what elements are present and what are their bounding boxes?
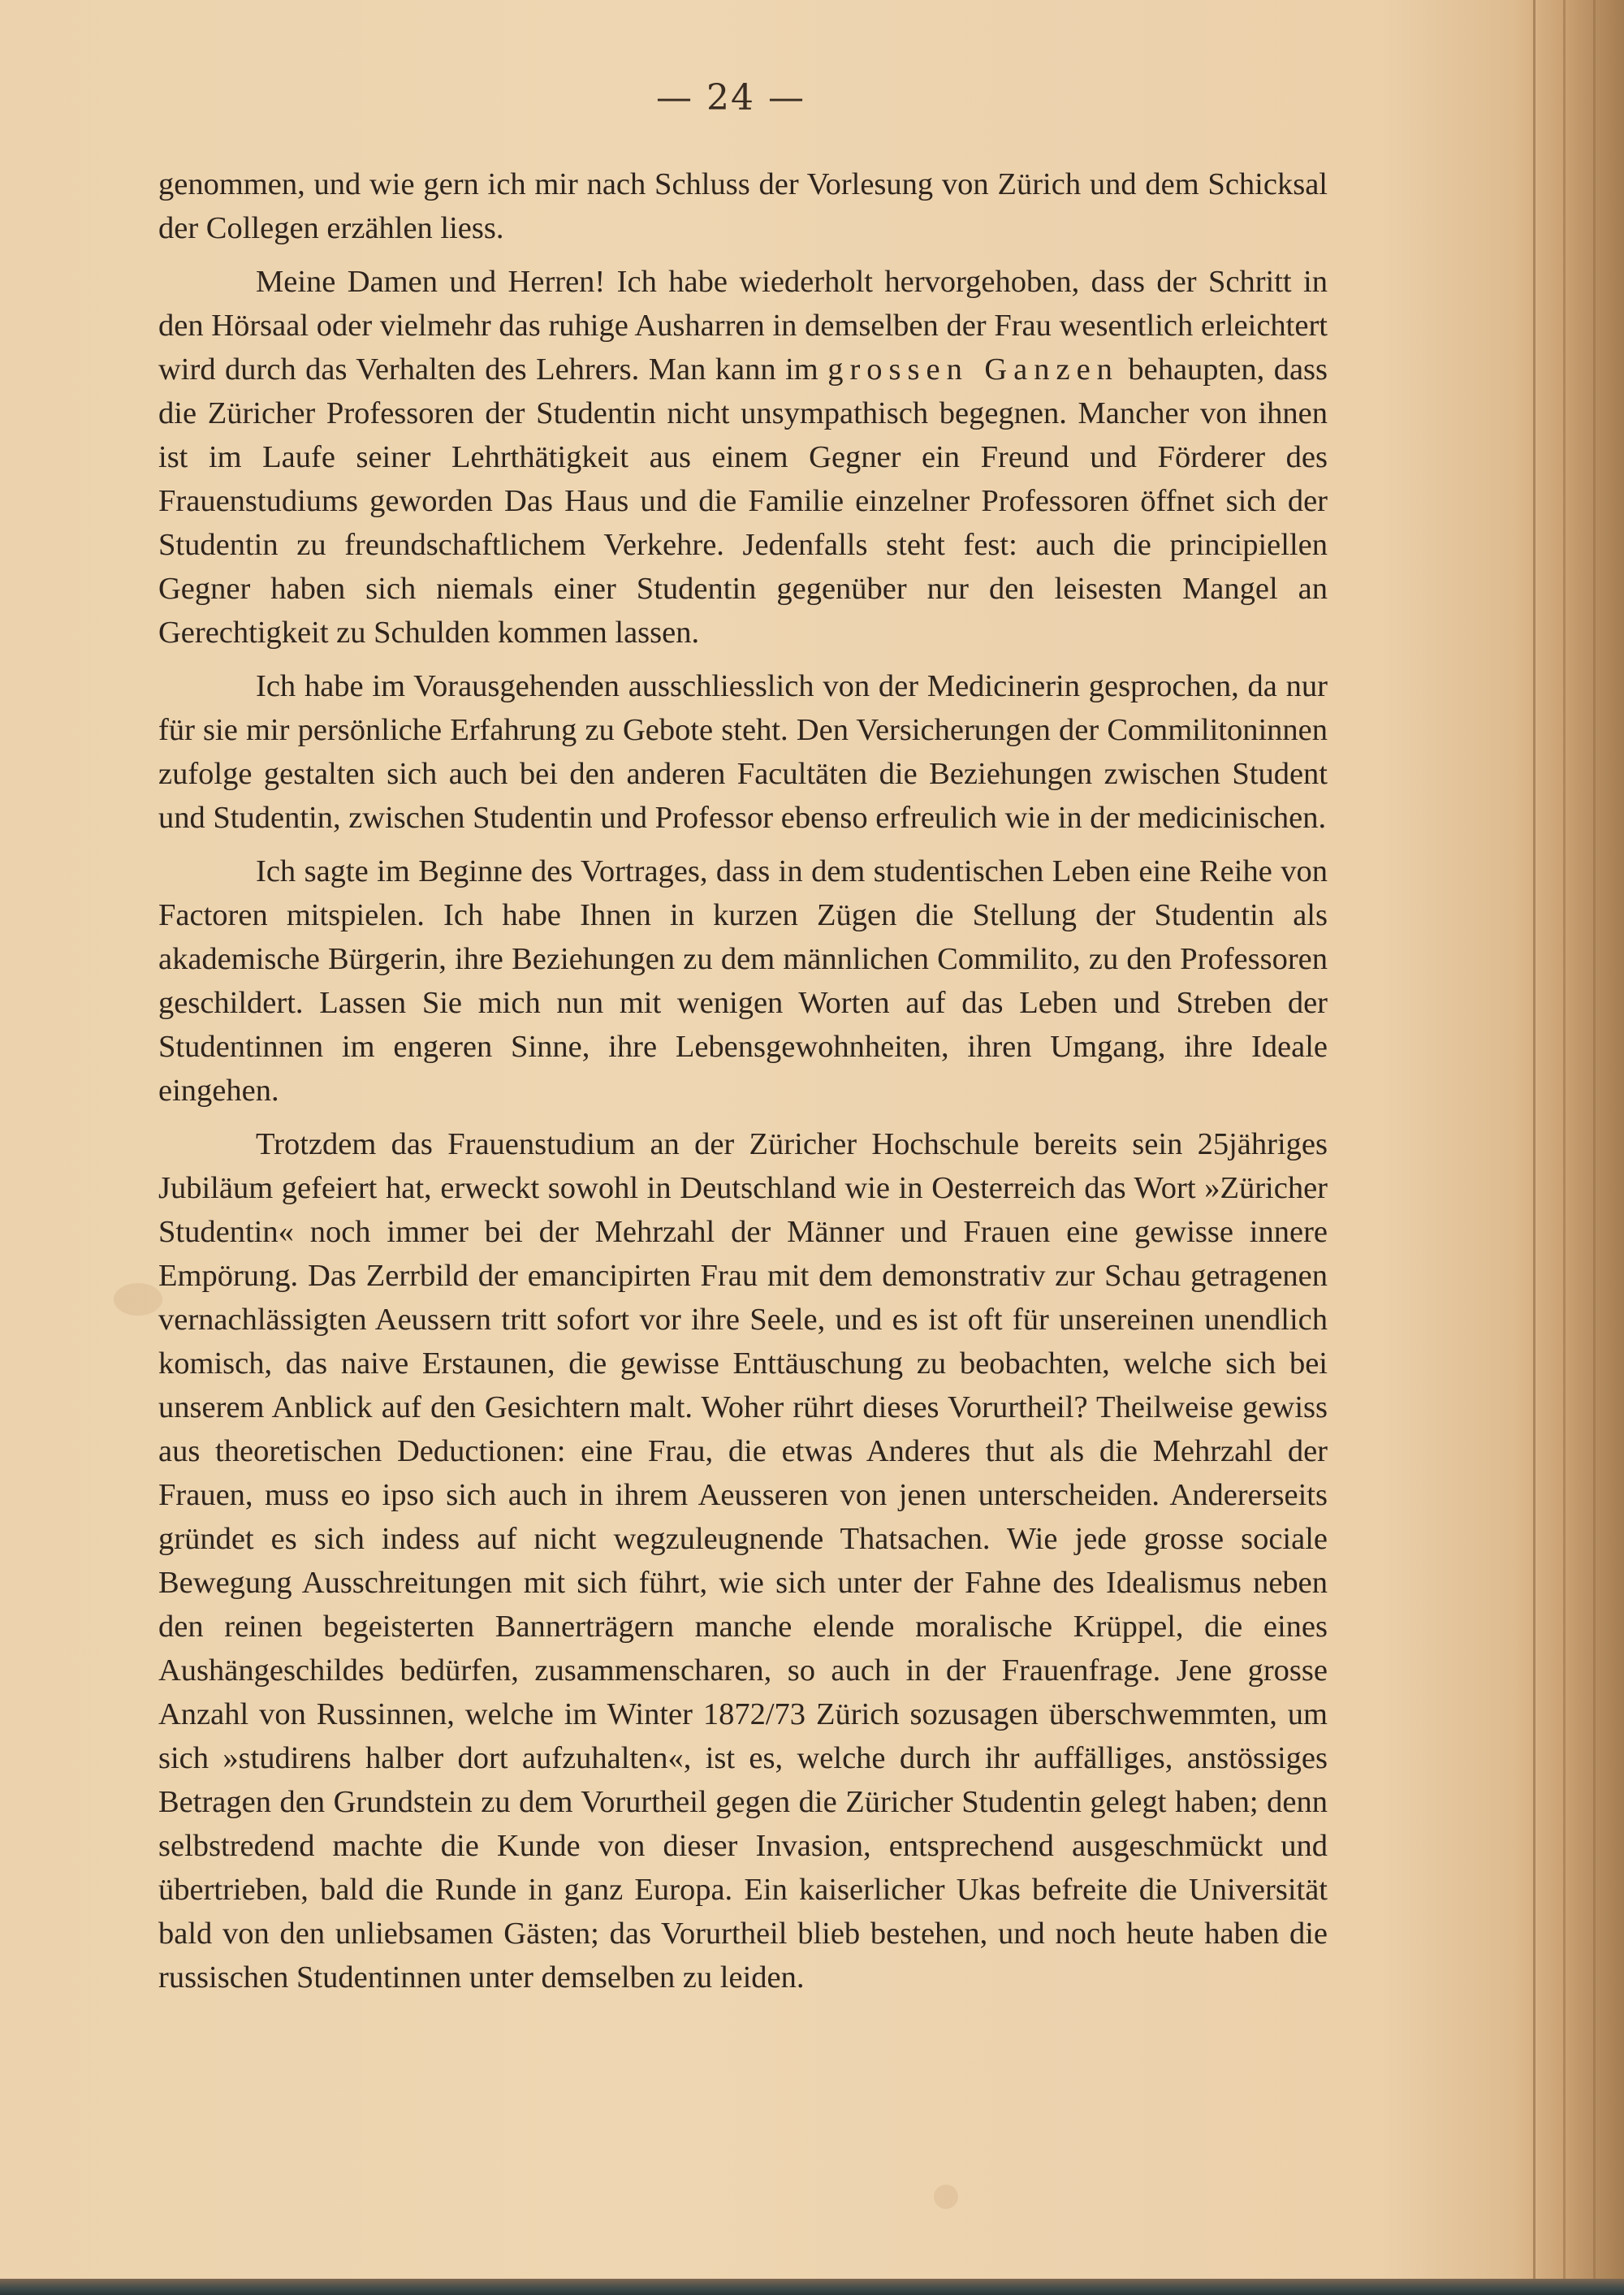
paper-stain [934,2185,958,2209]
spine-line [1533,0,1535,2295]
spaced-emphasis: grossen Ganzen [827,352,1119,387]
paper-stain [114,1283,162,1316]
paragraph-text: behaupten, dass die Züricher Professoren der Studentin nicht unsympathisch begegnen. Mancher von ihnen ist im Laufe seiner Lehrthätigkeit aus einem Gegner ein Freund und Förderer des Frauenstudiums geworden Das Haus und die Familie einzelner Professoren öffnet sich der Studentin zu freundschaftlichem Verkehre. Jedenfalls steht fest: auch die principiellen Gegner haben sich niemals einer Studentin gegenüber nur den leisesten Mangel an Gerechtigkeit zu Schulden kommen lassen. [158,352,1328,650]
paragraph: Trotzdem das Frauenstudium an der Züricher Hochschule bereits sein 25jähriges Jubiläum gefeiert hat, erweckt sowohl in Deutschland wie in Oesterreich das Wort »Züricher Studentin« noch immer bei der Mehrzahl der Männer und Frauen eine gewisse innere Empörung. Das Zerrbild der emancipirten Frau mit dem demonstrativ zur Schau getragenen vernachlässigten Aeussern tritt sofort vor ihre Seele, und es ist oft für unsereinen unendlich komisch, das naive Erstaunen, die gewisse Enttäuschung zu beobachten, welche sich bei unserem Anblick auf den Gesichtern malt. Woher rührt dieses Vorurtheil? Theilweise gewiss aus theoretischen Deductionen: eine Frau, die etwas Anderes thut als die Mehrzahl der Frauen, muss eo ipso sich auch in ihrem Aeusseren von jenen unterscheiden. Andererseits gründet es sich indess auf nicht wegzuleugnende Thatsachen. Wie jede grosse sociale Bewegung Ausschreitungen mit sich führt, wie sich unter der Fahne des Idealismus neben den reinen begeisterten Bannerträgern manche elende moralische Krüppel, die eines Aushängeschildes bedürfen, zusammenscharen, so auch in der Frauenfrage. Jene grosse Anzahl von Russinnen, welche im Winter 1872/73 Zürich sozusagen überschwemmten, um sich »studirens halber dort aufzuhalten«, ist es, welche durch ihr auffälliges, anstössiges Betragen den Grundstein zu dem Vorurtheil gegen die Züricher Studentin gelegt haben; denn selbstredend machte die Kunde von dieser Invasion, entsprechend ausgeschmückt und übertrieben, bald die Runde in ganz Europa. Ein kaiserlicher Ukas befreite die Universität bald von den unliebsamen Gästen; das Vorurtheil blieb bestehen, und noch heute haben die russischen Studentinnen unter demselben zu leiden. [158,1127,1328,1995]
paragraph [158,260,1328,655]
spine-line [1593,0,1596,2295]
page-number: — 24 — [656,77,806,119]
page-bottom-edge [0,2279,1624,2295]
body-text [158,162,1328,2009]
paragraph: Ich sagte im Beginne des Vortrages, dass in dem studentischen Leben eine Reihe von Factoren mitspielen. Ich habe Ihnen in kurzen Zügen die Stellung der Studentin als akademische Bürgerin, ihre Beziehungen zu dem männlichen Commilito, zu den Professoren geschildert. Lassen Sie mich nun mit wenigen Worten auf das Leben und Streben der Studentinnen im engeren Sinne, ihre Lebensgewohnheiten, ihren Umgang, ihre Ideale eingehen. [158,854,1328,1108]
paragraph-text: Meine Damen und Herren! Ich habe wiederholt hervorgehoben, dass der Schritt in den Hörsaal oder vielmehr das ruhige Ausharren in demselben der Frau wesentlich erleichtert wird durch das Verhalten des Lehrers. Man kann im [158,265,1328,387]
spine-line [1563,0,1566,2295]
paragraph: Ich habe im Vorausgehenden ausschliesslich von der Medicinerin gesprochen, da nur für sie mir persönliche Erfahrung zu Gebote steht. Den Versicherungen der Commilitoninnen zufolge gestalten sich auch bei den anderen Facultäten die Beziehungen zwischen Student und Studentin, zwischen Studentin und Professor ebenso erfreulich wie in der medicinischen. [158,669,1328,835]
paragraph: genommen, und wie gern ich mir nach Schluss der Vorlesung von Zürich und dem Schicksal der Collegen erzählen liess. [158,167,1328,245]
spine-shadow [1514,0,1624,2295]
